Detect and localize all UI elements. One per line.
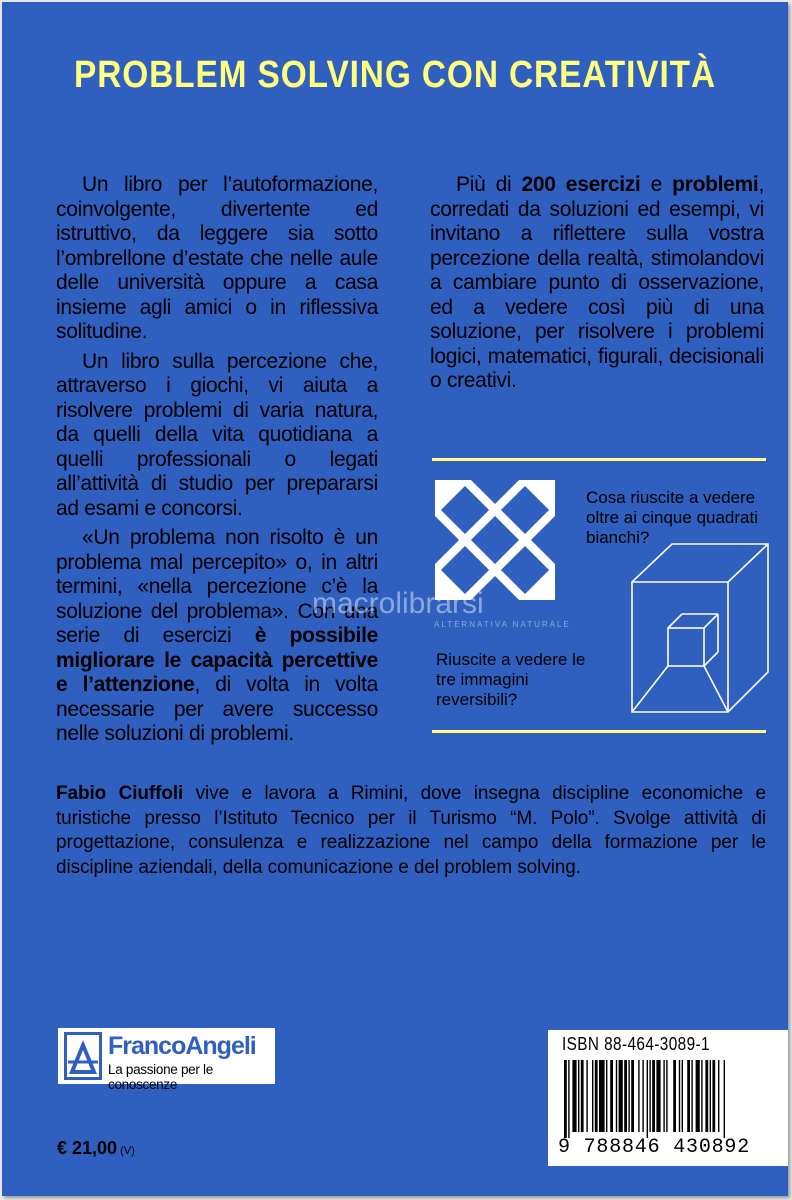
price-amount: € 21,00 [57,1138,118,1158]
bold-problems: problemi [672,173,759,196]
watermark-subtitle: ALTERNATIVA NATURALE [434,620,571,629]
divider-bottom [432,730,766,733]
barcode-bar [628,1060,629,1132]
paragraph-3-text-b: , di volta in volta necessarie per avere successo nelle soluzioni di problemi. [56,673,378,745]
figure-question-1: Cosa riuscite a vedere oltre ai cinque quadrati bianchi? [586,488,759,547]
barcode-panel [548,1030,788,1166]
barcode-bar [679,1060,680,1132]
blue-diamond [501,546,549,594]
barcode-bar [712,1060,715,1132]
blue-diamond [441,546,489,594]
barcode-bar [638,1060,639,1132]
barcode-bar [599,1060,605,1132]
squares-puzzle-figure [435,480,555,600]
barcode-bar [568,1060,569,1138]
paragraph-3-text-a: «Un problema non risolto è un problema mal percepito» o, in altri termini, «nella percezione c’è la soluzione del problema». Con una serie di esercizi [56,526,378,647]
paragraph-2: Un libro sulla percezione che, attraverso i giochi, vi aiuta a risolvere problemi di varia natura, da quelli della vita quotidiana a quelli professionali o legati all’attività di studio per prepararsi ad esami e concorsi. [56,349,378,520]
barcode-bar [616,1060,617,1132]
barcode-bar [724,1060,725,1138]
text-c: , corredati da soluzioni ed esempi, vi invitano a riflettere sulla vostra percezione della realtà, stimolandovi a cambiare punto di osservazione, ed a vedere così più di una soluzione, per risolvere i problemi logici, matematici, figurali, decisionali o creativi. [430,173,764,392]
barcode-icon [560,1060,776,1138]
barcode-bar [586,1060,587,1132]
paragraph-3 [56,526,378,747]
barcode-bar [649,1060,650,1132]
watermark-logo: macrolibrarsi [312,587,484,620]
barcode-bar [701,1060,702,1132]
barcode-bar [710,1060,711,1132]
publisher-logo [58,1028,275,1092]
figure-question-2: Riuscite a vedere le tre immagini reversibili? [436,650,586,709]
barcode-bar [705,1060,708,1132]
publisher-tagline: La passione per le conoscenze [108,1062,213,1092]
divider-top [432,458,766,461]
author-name: Fabio Ciuffoli [56,783,184,804]
paragraph-right [430,173,764,394]
barcode-bar [696,1060,700,1132]
barcode-bar [663,1060,664,1132]
barcode-bar [592,1060,593,1132]
price-label [57,1138,135,1159]
publisher-name: FrancoAngeli [108,1032,256,1060]
blue-diamond [441,486,489,534]
isbn-number: ISBN 88-464-3089-1 [562,1034,710,1054]
barcode-bar [619,1060,623,1132]
barcode-bar [718,1060,719,1132]
barcode-bar [564,1060,567,1138]
bold-exercises: 200 esercizi [521,173,641,196]
author-bio [56,782,766,880]
reversible-cube-figure [630,542,770,717]
barcode-bar [647,1060,648,1138]
paragraph-3-bold: è possibile migliorare le capacità percettive e l’attenzione [56,624,378,696]
ean-number: 9 788846 430892 [558,1136,751,1159]
barcode-bar [673,1060,676,1132]
description-left-column [56,173,378,752]
book-back-cover [2,2,788,1196]
blue-diamond [471,516,519,564]
price-tax-tag: (V) [120,1145,135,1157]
barcode-bar [656,1060,660,1132]
barcode-bar [666,1060,667,1132]
text-b: e [640,173,673,196]
paragraph-1: Un libro per l’autoformazione, coinvolgente, divertente ed istruttivo, da leggere sia sotto l’ombrellone d’estate che nelle aule delle università oppure a casa insieme agli amici o in riflessiva solitudine. [56,173,378,343]
barcode-bar [624,1060,627,1132]
book-title: PROBLEM SOLVING CON CREATIVITÀ [74,54,716,96]
barcode-bar [572,1060,576,1132]
author-bio-text: vive e lavora a Rimini, dove insegna discipline economiche e turistiche presso l’Istituto Tecnico per il Turismo “M. Polo”. Svolge attività di progettazione, consulenza e realizzazione nel campo della formazione per le discipline aziendali, della comunicazione e del problem solving. [56,783,767,878]
blue-diamond [501,486,549,534]
barcode-bar [631,1060,634,1132]
barcode-bar [687,1060,690,1132]
barcode-bar [682,1060,683,1132]
publisher-mark-icon [64,1032,102,1080]
barcode-bar [606,1060,607,1132]
barcode-bar [652,1060,655,1132]
barcode-bar [595,1060,598,1132]
barcode-bar [581,1060,584,1132]
barcode-bar [610,1060,613,1132]
barcode-bar [578,1060,579,1132]
text-a: Più di [456,173,522,196]
description-right-column [430,173,764,399]
barcode-bar [642,1060,643,1132]
barcode-bar [691,1060,692,1132]
